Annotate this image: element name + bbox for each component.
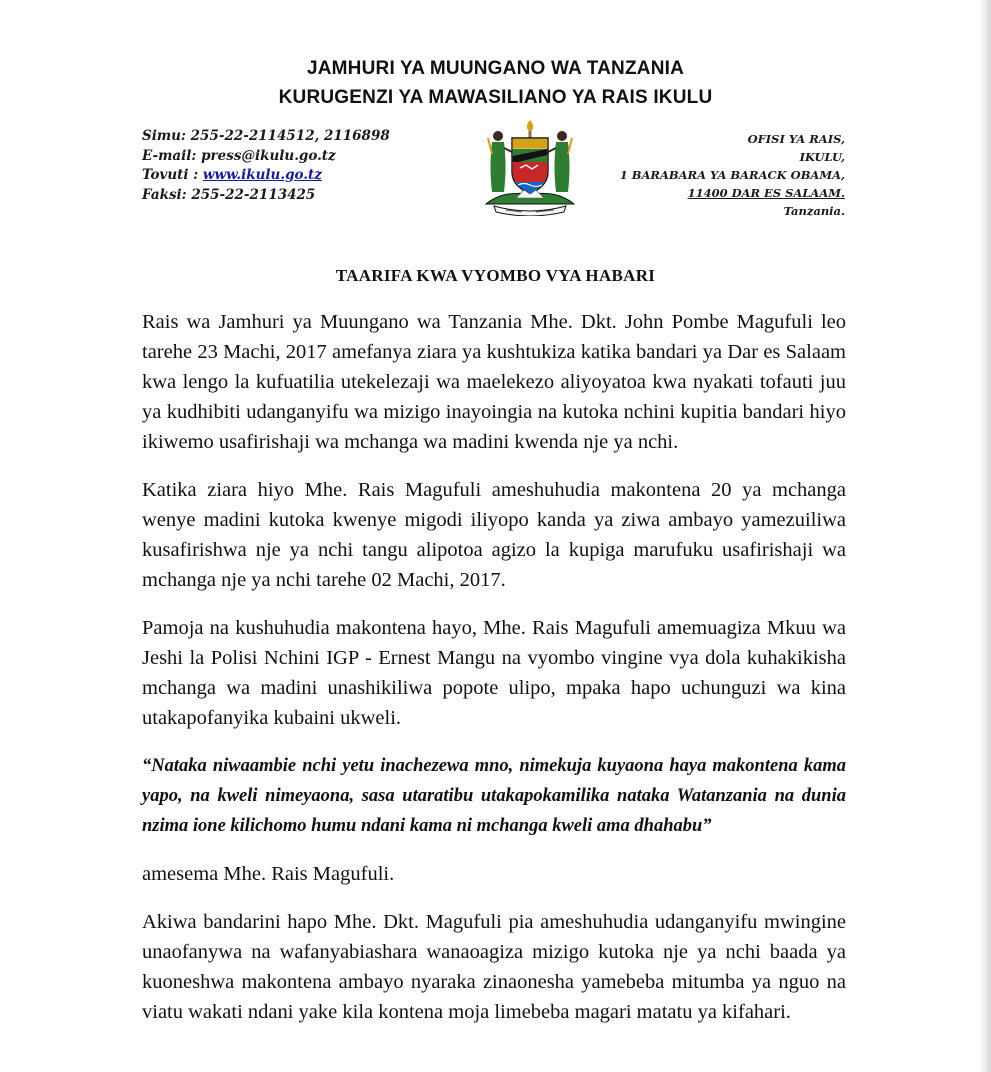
- office-building: IKULU,: [799, 150, 845, 164]
- quote-attribution: amesema Mhe. Rais Magufuli.: [142, 863, 395, 885]
- paragraph-3: Pamoja na kushuhudia makontena hayo, Mhe. Rais Magufuli amemuagiza Mkuu wa Jeshi la Polisi Nchini IGP - Ernest Mangu na vyombo vingine vya dola kuhakikisha mchanga wa madini unashikiliwa popote ulipo, mpaka hapo uchunguzi wa kina utakapofanyika kubaini ukweli.: [142, 617, 846, 729]
- tanzania-coat-of-arms-icon: [478, 118, 582, 216]
- fax-number: Faksi: 255-22-2113425: [142, 186, 316, 203]
- paragraph-1: Rais wa Jamhuri ya Muungano wa Tanzania Mhe. Dkt. John Pombe Magufuli leo tarehe 23 Machi, 2017 amefanya ziara ya kushtukiza katika bandari ya Dar es Salaam kwa lengo la kufuatilia utekelezaji wa maelekezo aliyoyatoa kwa nyakati tofauti juu ya kudhibiti udanganyifu wa mizigo inayoingia na kutoka nchini kupitia bandari hiyo ikiwemo usafirishaji wa mchanga wa madini kwenda nje ya nchi.: [142, 311, 846, 453]
- contact-details-right: [620, 130, 845, 220]
- paragraph-4: Akiwa bandarini hapo Mhe. Dkt. Magufuli pia ameshuhudia udanganyifu mwingine unaofanywa na wafanyabiashara wanaoagiza mizigo kutoka nje ya nchi baada ya kuoneshwa makontena ambayo nyaraka zinaonesha yamebeba mitumba ya nguo na viatu wakati ndani yake kila kontena moja limebeba magari matatu ya kifahari.: [142, 911, 846, 1023]
- letterhead-line-2: KURUGENZI YA MAWASILIANO YA RAIS IKULU: [278, 87, 713, 108]
- email-address: E-mail: press@ikulu.go.tz: [142, 147, 336, 164]
- website-link[interactable]: www.ikulu.go.tz: [202, 167, 322, 183]
- postal-code-city: 11400 DAR ES SALAAM.: [687, 186, 845, 200]
- country: Tanzania.: [783, 204, 845, 218]
- street-address: 1 BARABARA YA BARACK OBAMA,: [619, 168, 845, 182]
- office-name: OFISI YA RAIS,: [747, 132, 845, 146]
- phone-number: Simu: 255-22-2114512, 2116898: [142, 128, 390, 144]
- paragraph-2: Katika ziara hiyo Mhe. Rais Magufuli ameshuhudia makontena 20 ya mchanga wenye madini kutoka kwenye migodi iliyopo kanda ya ziwa ambayo yamezuiliwa kusafirishwa nje ya nchi tangu alipotoa agizo la kupiga marufuku usafirishaji wa mchanga nje ya nchi tarehe 02 Machi, 2017.: [142, 479, 846, 591]
- website-label: Tovuti :: [142, 167, 203, 183]
- letterhead: [0, 54, 991, 112]
- letterhead-line-1: JAMHURI YA MUUNGANO WA TANZANIA: [306, 58, 685, 79]
- website-row: [142, 166, 390, 186]
- page-edge-shadow: [979, 0, 991, 1072]
- press-release-title: TAARIFA KWA VYOMBO VYA HABARI: [335, 266, 656, 285]
- contact-details-left: [142, 127, 390, 205]
- press-release-body: [142, 307, 846, 1045]
- presidential-quote: “Nataka niwaambie nchi yetu inachezewa mno, nimekuja kuyaona haya makontena kama yapo, na kweli nimeyaona, sasa utaratibu utakapokamilika nataka Watanzania na dunia nzima ione kilichomo humu ndani kama ni mchanga kweli ama dhahabu”: [142, 756, 846, 836]
